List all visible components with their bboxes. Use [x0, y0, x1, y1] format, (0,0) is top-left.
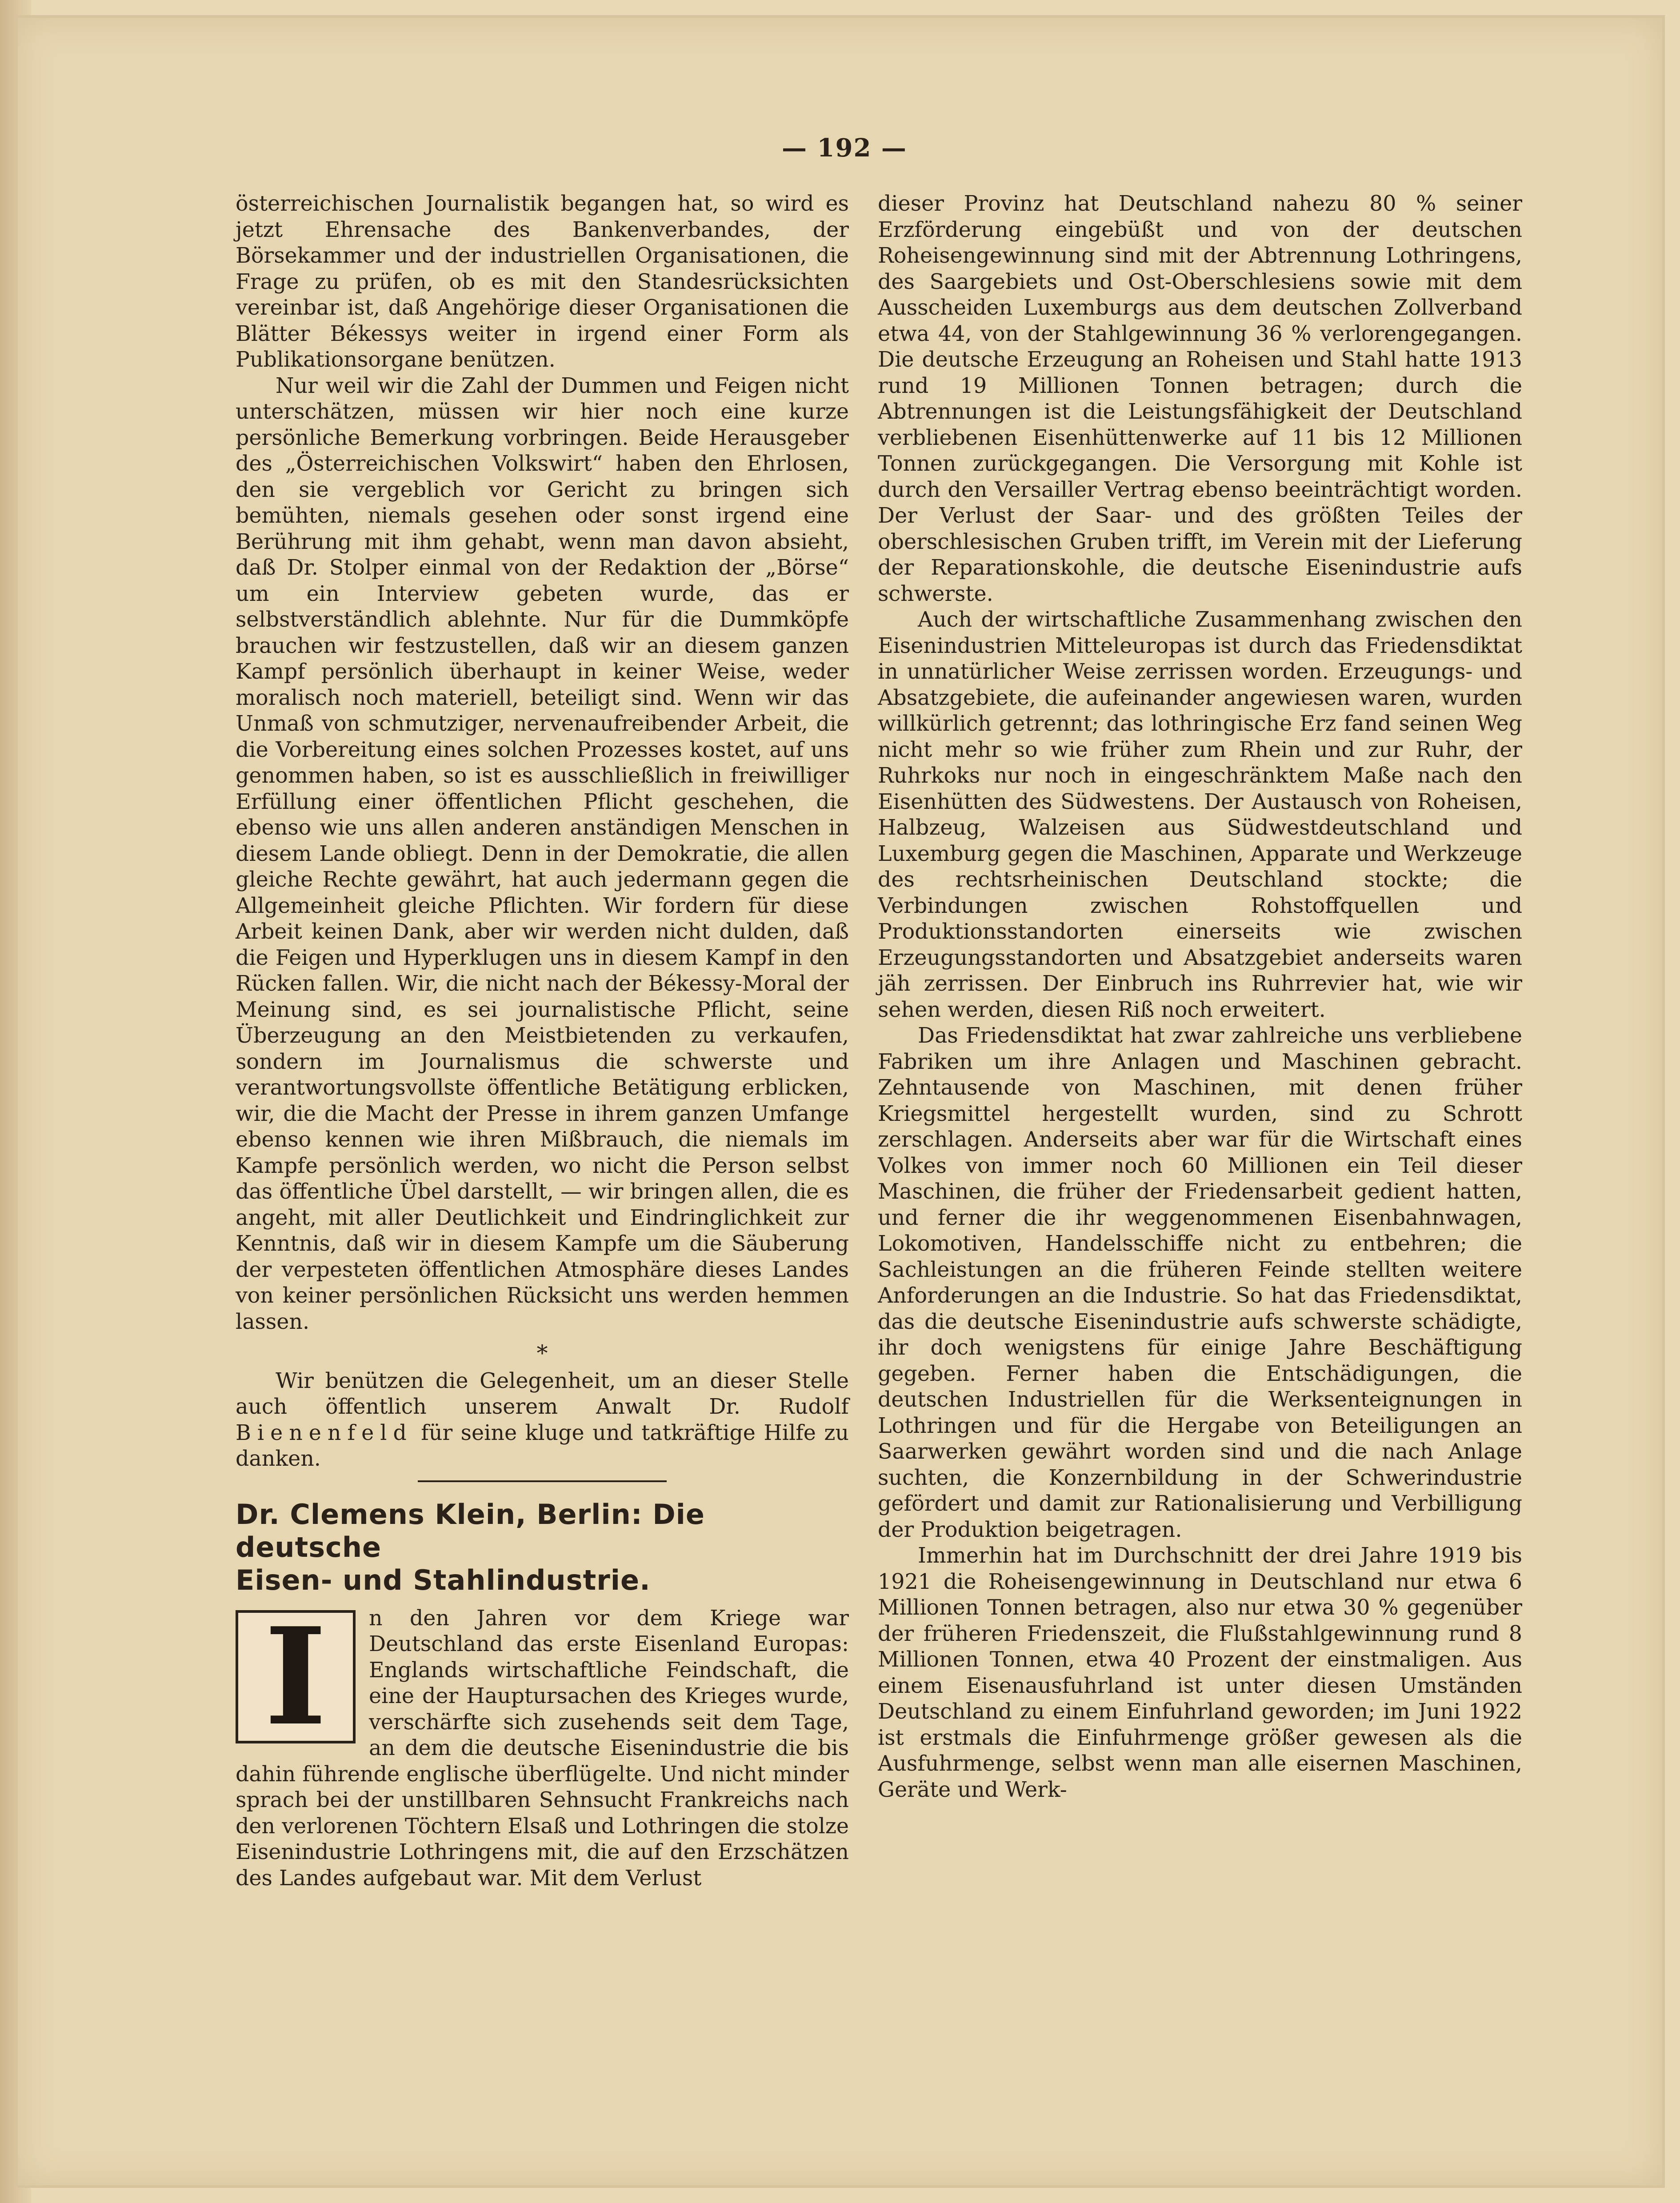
divider-rule	[418, 1480, 667, 1482]
article-title	[236, 1498, 849, 1597]
page-number: — 192 —	[782, 133, 907, 163]
acknowledgement-text-end: für seine kluge und tatkräftige Hilfe zu danken.	[236, 1420, 849, 1471]
article-title-line: Dr. Clemens Klein, Berlin: Die deutsche	[236, 1498, 705, 1563]
paragraph: österreichischen Journalistik begangen hat, so wird es jetzt Ehrensache des Bankenverbandes, der Börsekammer und der industriellen Organisationen, die Frage zu prüfen, ob es mit den Standesrücksichten vereinbar ist, daß Angehörige dieser Organisationen die Blätter Békessys weiter in irgend einer Form als Publikationsorgane benützen.	[236, 192, 849, 372]
drop-cap-letter: I	[264, 1598, 327, 1755]
paragraph: Auch der wirtschaftliche Zusammenhang zwischen den Eisenindustrien Mitteleuropas ist durch das Friedensdiktat in unnatürlicher Weise zerrissen worden. Erzeugungs- und Absatzgebiete, die aufeinander angewiesen waren, wurden willkürlich getrennt; das lothringische Erz fand seinen Weg nicht mehr so wie früher zum Rhein und zur Ruhr, der Ruhrkoks nur noch in eingeschränktem Maße nach den Eisenhütten des Südwestens. Der Austausch von Roheisen, Halbzeug, Walzeisen aus Südwestdeutschland und Luxemburg gegen die Maschinen, Apparate und Werkzeuge des rechtsrheinischen Deutschland stockte; die Verbindungen zwischen Rohstoffquellen und Produktionsstandorten einerseits wie zwischen Erzeugungsstandorten und Absatzgebiet anderseits waren jäh zerrissen. Der Einbruch ins Ruhrrevier hat, wie wir sehen werden, diesen Riß noch erweitert.	[878, 608, 1522, 1022]
paragraph: Das Friedensdiktat hat zwar zahlreiche uns verbliebene Fabriken um ihre Anlagen und Maschinen gebracht. Zehntausende von Maschinen, mit denen früher Kriegsmittel hergestellt wurden, sind zu Schrott zerschlagen. Anderseits aber war für die Wirtschaft eines Volkes von immer noch 60 Millionen ein Teil dieser Maschinen, die früher der Friedensarbeit gedient hatten, und ferner die ihr weggenommenen Eisenbahnwagen, Lokomotiven, Handelsschiffe nicht zu entbehren; die Sachleistungen an die früheren Feinde stellten weitere Anforderungen an die Industrie. So hat das Friedensdiktat, das die deutsche Eisenindustrie aufs schwerste schädigte, ihr doch wenigstens für einige Jahre Beschäftigung gegeben. Ferner haben die Entschädigungen, die deutschen Industriellen für die Werksenteignungen in Lothringen und für die Hergabe von Beteiligungen an Saarwerken gewährt worden sind und die nach Anlage suchten, die Konzernbildung in der Schwerindustrie gefördert und damit zur Rationalisierung und Verbilligung der Produktion beigetragen.	[878, 1024, 1522, 1542]
article-opening	[236, 1598, 849, 1892]
right-column	[878, 191, 1522, 1803]
paragraph: n den Jahren vor dem Kriege war Deutschland das erste Eisenland Europas: Englands wirtschaftliche Feindschaft, die eine der Hauptursachen des Krieges wurde, verschärfte sich zusehends seit dem Tage, an dem die deutsche Eisenindustrie die bis dahin führende englische überflügelte. Und nicht minder sprach bei der unstillbaren Sehnsucht Frankreichs nach den verlorenen Töchtern Elsaß und Lothringen die stolze Eisenindustrie Lothringens mit, die auf den Erzschätzen des Landes aufgebaut war. Mit dem Verlust	[236, 1606, 849, 1891]
lawyer-name: Bienenfeld	[236, 1420, 413, 1445]
acknowledgement-paragraph	[236, 1368, 849, 1472]
acknowledgement-text: Wir benützen die Gelegenheit, um an dieser Stelle auch öffentlich unserem Anwalt Dr. Rudolf	[236, 1368, 849, 1419]
article-title-line: Eisen- und Stahlindustrie.	[236, 1563, 651, 1596]
paragraph: dieser Provinz hat Deutschland nahezu 80 % seiner Erzförderung eingebüßt und von der deutschen Roheisengewinnung sind mit der Abtrennung Lothringens, des Saargebiets und Ost-Oberschlesiens sowie mit dem Ausscheiden Luxemburgs aus dem deutschen Zollverband etwa 44, von der Stahlgewinnung 36 % verlorengegangen. Die deutsche Erzeugung an Roheisen und Stahl hatte 1913 rund 19 Millionen Tonnen betragen; durch die Abtrennungen ist die Leistungsfähigkeit der Deutschland verbliebenen Eisenhüttenwerke auf 11 bis 12 Millionen Tonnen zurückgegangen. Die Versorgung mit Kohle ist durch den Versailler Vertrag ebenso beeinträchtigt worden. Der Verlust der Saar- und des größten Teiles der oberschlesischen Gruben trifft, im Verein mit der Lieferung der Reparationskohle, die deutsche Eisenindustrie aufs schwerste.	[878, 192, 1522, 606]
paragraph: Nur weil wir die Zahl der Dummen und Feigen nicht unterschätzen, müssen wir hier noch eine kurze persönliche Bemerkung vorbringen. Beide Herausgeber des „Österreichischen Volkswirt“ haben den Ehrlosen, den sie vergeblich vor Gericht zu bringen sich bemühten, niemals gesehen oder sonst irgend eine Berührung mit ihm gehabt, wenn man davon absieht, daß Dr. Stolper einmal von der Redaktion der „Börse“ um ein Interview gebeten wurde, das er selbstverständlich ablehnte. Nur für die Dummköpfe brauchen wir festzustellen, daß wir an diesem ganzen Kampf persönlich überhaupt in keiner Weise, weder moralisch noch materiell, beteiligt sind. Wenn wir das Unmaß von schmutziger, nervenaufreibender Arbeit, die die Vorbereitung eines solchen Prozesses kostet, auf uns genommen haben, so ist es ausschließlich in freiwilliger Erfüllung einer öffentlichen Pflicht geschehen, die ebenso wie uns allen anderen anständigen Menschen in diesem Lande obliegt. Denn in der Demokratie, die allen gleiche Rechte gewährt, hat auch jedermann gegen die Allgemeinheit gleiche Pflichten. Wir fordern für diese Arbeit keinen Dank, aber wir werden nicht dulden, daß die Feigen und Hyperklugen uns in diesem Kampf in den Rücken fallen. Wir, die nicht nach der Békessy-Moral der Meinung sind, es sei journalistische Pflicht, seine Überzeugung an den Meistbietenden zu verkaufen, sondern im Journalismus die schwerste und verantwortungsvollste öffentliche Betätigung erblicken, wir, die die Macht der Presse in ihrem ganzen Umfange ebenso kennen wie ihren Mißbrauch, die niemals im Kampfe persönlich werden, wo nicht die Person selbst das öffentliche Übel darstellt, — wir bringen allen, die es angeht, mit aller Deutlichkeit und Eindringlichkeit zur Kenntnis, daß wir in diesem Kampfe um die Säuberung der verpesteten öffentlichen Atmosphäre dieses Landes von keiner persönlichen Rücksicht uns werden hemmen lassen.	[236, 373, 849, 1334]
drop-cap	[236, 1598, 356, 1755]
left-column	[236, 191, 849, 1891]
section-separator: *	[536, 1340, 548, 1366]
paragraph: Immerhin hat im Durchschnitt der drei Jahre 1919 bis 1921 die Roheisengewinnung in Deutschland nur etwa 6 Millionen Tonnen betragen, also nur etwa 30 % gegenüber der früheren Friedenszeit, die Flußstahlgewinnung rund 8 Millionen Tonnen, etwa 40 Prozent der einstmaligen. Aus einem Eisenausfuhrland ist unter diesen Umständen Deutschland zu einem Einfuhrland geworden; im Juni 1922 ist erstmals die Einfuhrmenge größer gewesen als die Ausfuhrmenge, selbst wenn man alle eisernen Maschinen, Geräte und Werk-	[878, 1543, 1522, 1802]
